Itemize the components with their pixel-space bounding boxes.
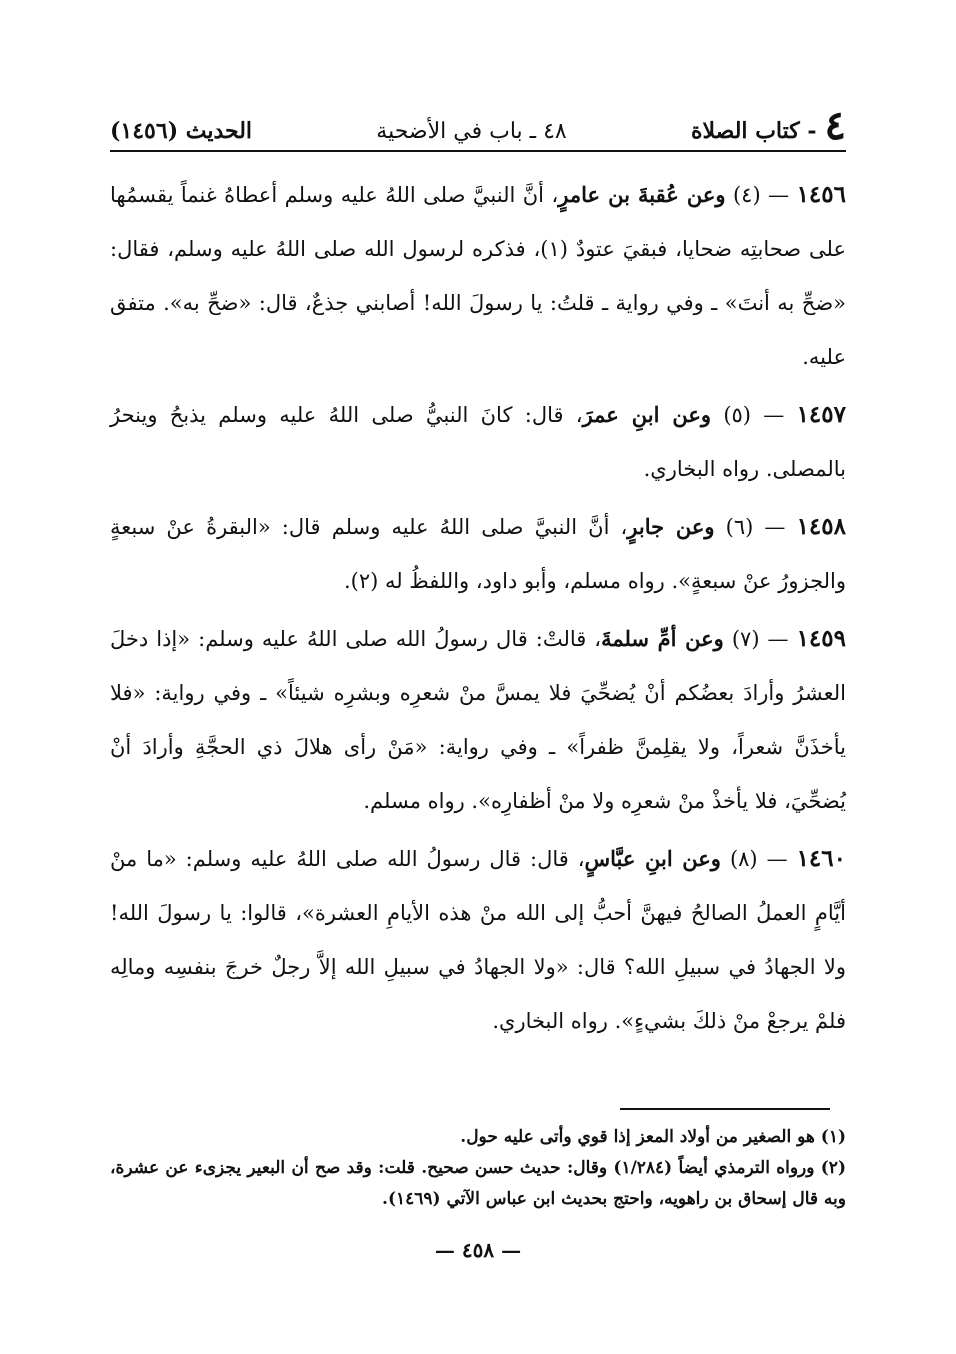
hadith-text: ، قال: قال رسولُ الله صلى اللهُ عليه وسلم: «ما منْ أيَّامٍ العملُ الصالحُ فيهنَّ أحبُّ إلى الله منْ هذه الأيامِ العشرة»، قالوا: يا رسولَ الله! ولا الجهادُ في سبيلِ الله؟ قال: «ولا الجهادُ في سبيلِ الله إلاَّ رجلٌ خرجَ بنفسِه ومالِه فلمْ يرجعْ منْ ذلكَ بشيءٍ». رواه البخاري. — [110, 847, 846, 1033]
hadith-narrator: وعن أمِّ سلمةَ — [601, 626, 724, 651]
hadith-text: ، قال: كانَ النبيُّ صلى اللهُ عليه وسلم يذبحُ وينحرُ بالمصلى. رواه البخاري. — [110, 403, 846, 481]
footnote-1: (١) هو الصغير من أولاد المعز إذا قوي وأتى عليه حول. — [460, 1127, 846, 1147]
chapter-title: - كتاب الصلاة — [690, 118, 817, 144]
hadith-1460 — [110, 832, 846, 1048]
hadith-index: — (٨) — [729, 847, 788, 871]
hadith-number: ١٤٦٠ — [796, 845, 846, 872]
hadith-narrator: وعن عُقبةَ بن عامرٍ — [558, 182, 726, 207]
hadith-1456 — [110, 168, 846, 384]
hadith-narrator: وعن ابنِ عمرَ — [582, 402, 712, 427]
hadith-index: — (٧) — [731, 627, 789, 651]
main-text — [110, 168, 846, 1048]
footnotes — [110, 1122, 846, 1215]
hadith-number: ١٤٥٩ — [796, 625, 846, 652]
hadith-1457 — [110, 388, 846, 496]
hadith-text: ، أنَّ النبيَّ صلى اللهُ عليه وسلم أعطاهُ غنماً يقسمُها على صحابتِه ضحايا، فبقيَ عتودٌ (١)، فذكره لرسول الله صلى اللهُ عليه وسلم، فقال: «ضحِّ به أنتَ» ـ وفي رواية ـ قلتُ: يا رسولَ الله! أصابني جذعٌ، قال: «ضحِّ به». متفق عليه. — [110, 183, 846, 369]
hadith-index: — (٥) — [723, 403, 785, 427]
hadith-text: ، أنَّ النبيَّ صلى اللهُ عليه وسلم قال: «البقرةُ عنْ سبعةٍ والجزورُ عنْ سبعةٍ». رواه مسلم، وأبو داود، واللفظُ له (٢). — [110, 515, 846, 593]
hadith-narrator: وعن ابنِ عبَّاسٍ — [584, 846, 721, 871]
section-title: ٤٨ ـ باب في الأضحية — [376, 119, 567, 144]
footnote-divider — [620, 1108, 830, 1110]
hadith-number: ١٤٥٧ — [796, 401, 846, 428]
hadith-number: ١٤٥٨ — [796, 513, 846, 540]
page-header — [110, 104, 846, 152]
hadith-narrator: وعن جابرٍ — [627, 514, 715, 539]
hadith-index: — (٤) — [732, 183, 790, 207]
chapter-heading — [690, 102, 846, 149]
page-number: — ٤٥٨ — — [434, 1238, 522, 1262]
hadith-1458 — [110, 500, 846, 608]
hadith-1459 — [110, 612, 846, 828]
hadith-index: — (٦) — [725, 515, 786, 539]
chapter-number: ٤ — [824, 102, 846, 149]
hadith-number: ١٤٥٦ — [796, 181, 846, 208]
footnote-2: (٢) ورواه الترمذي أيضاً (١/٢٨٤) وقال: حديث حسن صحيح. قلت: وقد صح أن البعير يجزىء عن عشرة، وبه قال إسحاق بن راهويه، واحتج بحديث ابن عباس الآتي (١٤٦٩). — [110, 1158, 846, 1209]
hadith-range: الحديث (١٤٥٦) — [110, 118, 253, 144]
hadith-text: ، قالتْ: قال رسولُ الله صلى اللهُ عليه وسلم: «إذا دخلَ العشرُ وأرادَ بعضُكم أنْ يُضحِّيَ فلا يمسَّ منْ شعرِه وبشرِه شيئاً» ـ وفي رواية: «فلا يأخذَنَّ شعراً، ولا يقلِمنَّ ظفراً» ـ وفي رواية: «مَنْ رأى هلالَ ذي الحجَّةِ وأرادَ أنْ يُضحِّيَ، فلا يأخذْ منْ شعرِه ولا منْ أظفارِه». رواه مسلم. — [110, 627, 846, 813]
